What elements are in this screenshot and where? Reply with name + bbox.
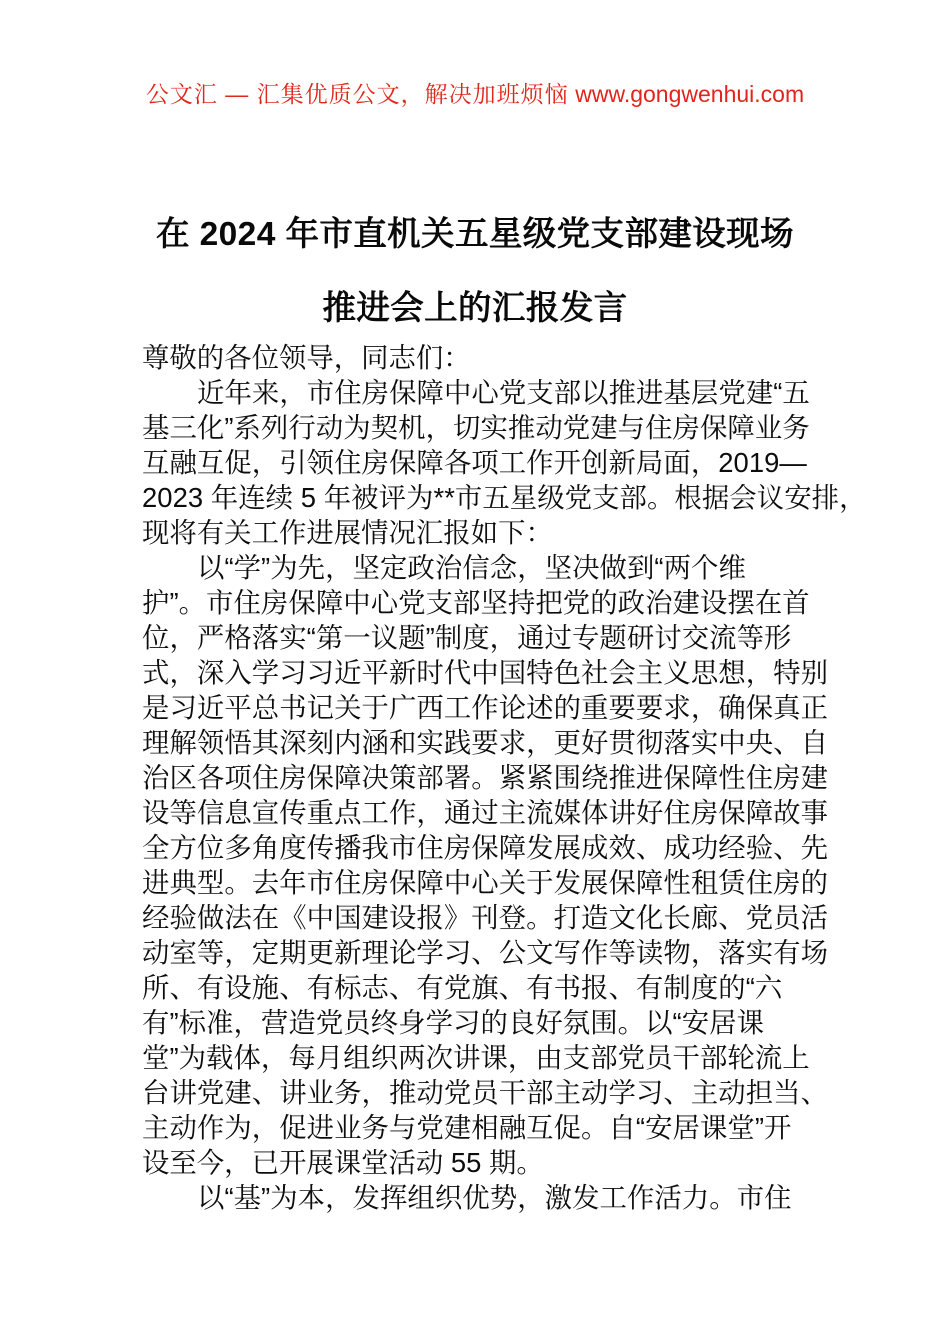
- body-line: 堂”为载体，每月组织两次讲课，由支部党员干部轮流上: [142, 1042, 810, 1073]
- body-line: 有”标准，营造党员终身学习的良好氛围。以“安居课: [142, 1007, 765, 1038]
- body-line: [142, 550, 814, 585]
- body-line-text: 以“学”为先，坚定政治信念，坚决做到“两个维: [197, 552, 746, 583]
- body-line-text: 以“基”为本，发挥组织优势，激发工作活力。市住: [197, 1182, 792, 1213]
- body-line: 基三化”系列行动为契机，切实推动党建与住房保障业务: [142, 412, 810, 443]
- body-line: 动室等，定期更新理论学习、公文写作等读物，落实有场: [142, 937, 829, 968]
- site-watermark-banner: [0, 79, 950, 109]
- body-line: 理解领悟其深刻内涵和实践要求，更好贯彻落实中央、自: [142, 727, 829, 758]
- body-line: [142, 375, 814, 410]
- body-line: 治区各项住房保障决策部署。紧紧围绕推进保障性住房建: [142, 762, 829, 793]
- body-line: 式，深入学习习近平新时代中国特色社会主义思想，特别: [142, 657, 829, 688]
- body-line: 所、有设施、有标志、有党旗、有书报、有制度的“六: [142, 972, 783, 1003]
- body-line: 设等信息宣传重点工作，通过主流媒体讲好住房保障故事: [142, 797, 829, 828]
- body-line: 台讲党建、讲业务，推动党员干部主动学习、主动担当、: [142, 1077, 829, 1108]
- body-line: 经验做法在《中国建设报》刊登。打造文化长廊、党员活: [142, 902, 829, 933]
- body-line: 主动作为，促进业务与党建相融互促。自“安居课堂”开: [142, 1112, 792, 1143]
- body-line-text: 近年来，市住房保障中心党支部以推进基层党建“五: [197, 377, 810, 408]
- document-body: [142, 340, 867, 1215]
- body-line: 全方位多角度传播我市住房保障发展成效、成功经验、先: [142, 832, 829, 863]
- body-line: 2023 年连续 5 年被评为**市五星级党支部。根据会议安排，: [142, 482, 867, 513]
- body-line: 尊敬的各位领导，同志们：: [142, 342, 471, 373]
- site-url-text: www.gongwenhui.com: [575, 81, 805, 107]
- body-line: 设至今，已开展课堂活动 55 期。: [142, 1147, 544, 1178]
- body-line: 进典型。去年市住房保障中心关于发展保障性租赁住房的: [142, 867, 829, 898]
- body-line: 位，严格落实“第一议题”制度，通过专题研讨交流等形: [142, 622, 792, 653]
- site-brand-text: 公文汇 — 汇集优质公文，解决加班烦恼: [145, 81, 569, 107]
- document-title-line-2: 推进会上的汇报发言: [322, 290, 628, 328]
- body-line: 护”。市住房保障中心党支部坚持把党的政治建设摆在首: [142, 587, 810, 618]
- body-line: [142, 1180, 814, 1215]
- body-line: 现将有关工作进展情况汇报如下：: [142, 517, 553, 548]
- body-line: 互融互促，引领住房保障各项工作开创新局面，2019—: [142, 447, 807, 478]
- document-title: [118, 198, 832, 346]
- body-line: 是习近平总书记关于广西工作论述的重要要求，确保真正: [142, 692, 829, 723]
- document-title-line-1: 在 2024 年市直机关五星级党支部建设现场: [156, 216, 794, 254]
